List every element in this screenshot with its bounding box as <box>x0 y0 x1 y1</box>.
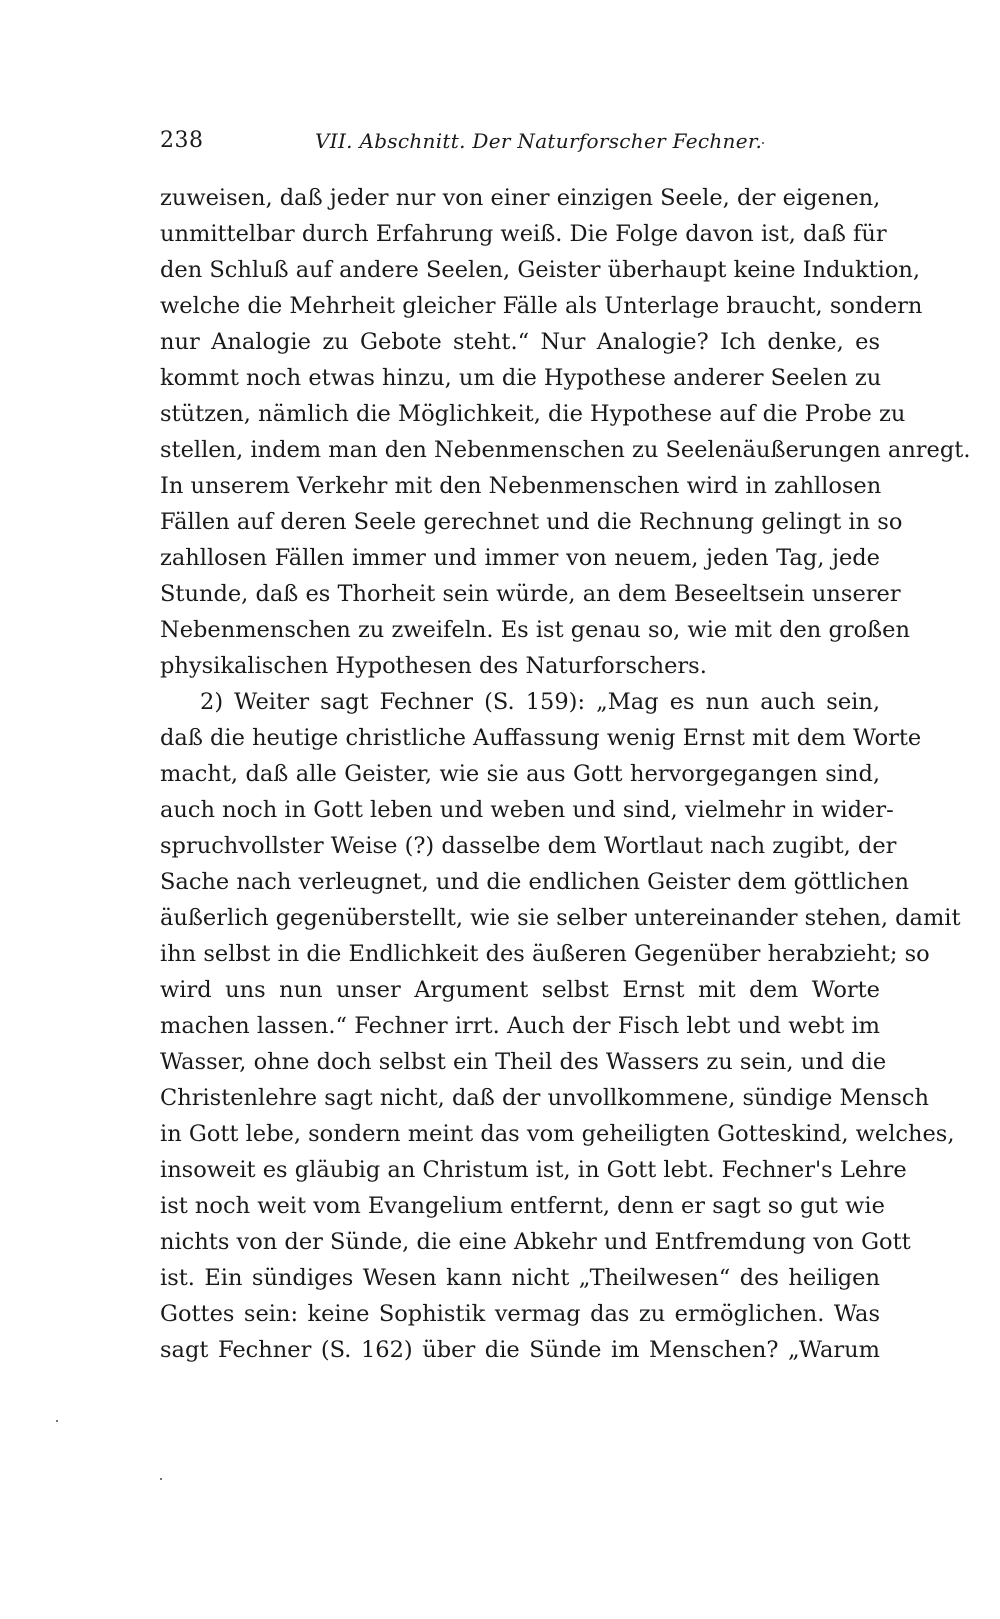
text-line: ihn selbst in die Endlichkeit des äußeren Gegenüber herabzieht; so <box>160 941 930 967</box>
text-line: den Schluß auf andere Seelen, Geister überhaupt keine Induktion, <box>160 257 921 283</box>
text-line: Wasser, ohne doch selbst ein Theil des Wassers zu sein, und die <box>160 1049 887 1075</box>
paragraph-start-line: 2) Weiter sagt Fechner (S. 159): „Mag es nun auch sein, <box>200 689 880 715</box>
text-line: stellen, indem man den Nebenmenschen zu Seelenäußerungen anregt. <box>160 437 971 463</box>
text-line: machen lassen.“ Fechner irrt. Auch der Fisch lebt und webt im <box>160 1013 880 1039</box>
scan-speck <box>56 1420 58 1422</box>
text-line: in Gott lebe, sondern meint das vom geheiligten Gotteskind, welches, <box>160 1121 955 1147</box>
text-line: äußerlich gegenüberstellt, wie sie selber untereinander stehen, damit <box>160 905 961 931</box>
text-line: macht, daß alle Geister, wie sie aus Gott hervorgegangen sind, <box>160 761 880 787</box>
text-line: nur Analogie zu Gebote steht.“ Nur Analogie? Ich denke, es <box>160 329 880 355</box>
scan-speck <box>160 1478 162 1480</box>
page-number: 238 <box>160 128 204 153</box>
text-line: stützen, nämlich die Möglichkeit, die Hypothese auf die Probe zu <box>160 401 906 427</box>
text-line: spruchvollster Weise (?) dasselbe dem Wortlaut nach zugibt, der <box>160 833 897 859</box>
text-line: Sache nach verleugnet, und die endlichen Geister dem göttlichen <box>160 869 909 895</box>
text-line: wird uns nun unser Argument selbst Ernst mit dem Worte <box>160 977 880 1003</box>
scan-speck <box>762 142 764 144</box>
text-line: Christenlehre sagt nicht, daß der unvollkommene, sündige Mensch <box>160 1085 929 1111</box>
text-line: daß die heutige christliche Auffassung wenig Ernst mit dem Worte <box>160 725 922 751</box>
body-text <box>160 180 971 1368</box>
paragraph-end-line: physikalischen Hypothesen des Naturforschers. <box>160 653 707 679</box>
running-head-title: VII. Abschnitt. Der Naturforscher Fechner. <box>315 129 763 153</box>
text-line: zahllosen Fällen immer und immer von neuem, jeden Tag, jede <box>160 545 880 571</box>
text-line: auch noch in Gott leben und weben und sind, vielmehr in wider- <box>160 797 894 823</box>
text-line: insoweit es gläubig an Christum ist, in Gott lebt. Fechner's Lehre <box>160 1157 907 1183</box>
text-line: Gottes sein: keine Sophistik vermag das zu ermöglichen. Was <box>160 1301 880 1327</box>
text-line: ist noch weit vom Evangelium entfernt, denn er sagt so gut wie <box>160 1193 885 1219</box>
text-line: ist. Ein sündiges Wesen kann nicht „Theilwesen“ des heiligen <box>160 1265 880 1291</box>
running-head <box>160 128 880 158</box>
text-line: unmittelbar durch Erfahrung weiß. Die Folge davon ist, daß für <box>160 221 887 247</box>
text-line: In unserem Verkehr mit den Nebenmenschen wird in zahllosen <box>160 473 882 499</box>
text-line: Nebenmenschen zu zweifeln. Es ist genau so, wie mit den großen <box>160 617 910 643</box>
text-line: nichts von der Sünde, die eine Abkehr und Entfremdung von Gott <box>160 1229 911 1255</box>
text-line: zuweisen, daß jeder nur von einer einzigen Seele, der eigenen, <box>160 185 881 211</box>
text-line: kommt noch etwas hinzu, um die Hypothese anderer Seelen zu <box>160 365 882 391</box>
text-line: sagt Fechner (S. 162) über die Sünde im Menschen? „Warum <box>160 1337 880 1363</box>
text-line: Stunde, daß es Thorheit sein würde, an dem Beseeltsein unserer <box>160 581 901 607</box>
text-line: welche die Mehrheit gleicher Fälle als Unterlage braucht, sondern <box>160 293 923 319</box>
text-line: Fällen auf deren Seele gerechnet und die Rechnung gelingt in so <box>160 509 903 535</box>
